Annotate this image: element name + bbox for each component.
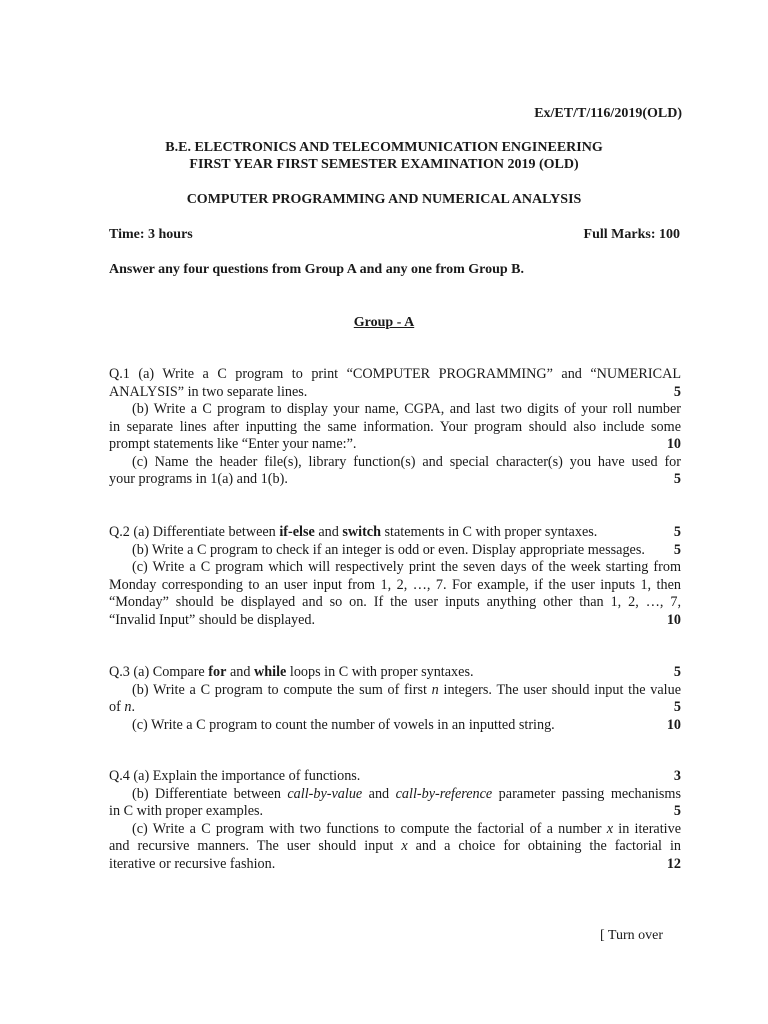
- q3-a-text-3: loops in C with proper syntaxes.: [286, 664, 474, 680]
- q3-line-2: [109, 682, 681, 700]
- q4-a-text: Q.4 (a) Explain the importance of functions.: [109, 768, 361, 784]
- q4-a-mark: 3: [673, 768, 681, 784]
- q2-b-mark: 5: [673, 541, 681, 558]
- q4-line-6: [109, 856, 681, 874]
- group-title: Group - A: [353, 315, 415, 330]
- q3-b-text-3: of: [109, 699, 125, 715]
- q1-a-text: ANALYSIS” in two separate lines.: [109, 383, 308, 400]
- q2-c-mark: 10: [666, 611, 681, 628]
- q1-line-1: Q.1 (a) Write a C program to print “COMPUTER PROGRAMMING” and “NUMERICAL: [109, 366, 681, 382]
- q1-c-text: your programs in 1(a) and 1(b).: [109, 471, 288, 487]
- q4-c-text-3: and recursive manners. The user should input: [109, 838, 402, 854]
- q4-b-term-call-by-reference: call-by-reference: [395, 785, 493, 802]
- q4-c-mark: 12: [666, 855, 681, 872]
- q3-b-var-n-2: n: [124, 699, 132, 715]
- q1-line-6: (c) Name the header file(s), library function(s) and special character(s) you have used for: [132, 453, 681, 470]
- q1-line-3: (b) Write a C program to display your name, CGPA, and last two digits of your roll number: [132, 401, 681, 417]
- q3-b-mark: 5: [673, 699, 681, 715]
- degree-title: B.E. ELECTRONICS AND TELECOMMUNICATION ENGINEERING: [165, 140, 603, 155]
- q2-a-mark: 5: [673, 524, 681, 540]
- q2-keyword-switch: switch: [342, 524, 381, 540]
- instruction-text: Answer any four questions from Group A and any one from Group B.: [109, 262, 525, 277]
- q2-b-text: (b) Write a C program to check if an integer is odd or even. Display appropriate messages.: [132, 541, 645, 558]
- q3-b-text-4: .: [131, 699, 136, 715]
- q2-line-4: Monday corresponding to an user input from 1, 2, …, 7. For example, if the user inputs 1, then: [109, 576, 681, 593]
- q4-c-text-1: (c) Write a C program with two functions to compute the factorial of a number: [132, 820, 607, 837]
- q4-c-text-5: iterative or recursive fashion.: [109, 855, 276, 872]
- paper-code: Ex/ET/T/116/2019(OLD): [534, 106, 682, 121]
- q1-line-7: [109, 471, 681, 489]
- q3-keyword-while: while: [254, 664, 287, 680]
- q3-line-3: [109, 699, 681, 717]
- q2-keyword-if-else: if-else: [279, 524, 315, 540]
- q2-line-1: [109, 524, 681, 542]
- q4-b-term-call-by-value: call-by-value: [287, 785, 363, 802]
- q2-a-text-2: and: [314, 524, 343, 540]
- full-marks-label: Full Marks: 100: [583, 227, 680, 242]
- q1-b-text: prompt statements like “Enter your name:”.: [109, 436, 357, 452]
- q4-b-text-3: parameter passing mechanisms: [492, 785, 681, 802]
- q4-b-text-2: and: [362, 785, 396, 802]
- q4-line-3: [109, 803, 681, 821]
- q1-b-mark: 10: [666, 436, 681, 452]
- q4-line-1: [109, 768, 681, 786]
- q2-a-text-1: Q.2 (a) Differentiate between: [109, 524, 280, 540]
- time-label: Time: 3 hours: [109, 227, 193, 242]
- q1-line-5: [109, 436, 681, 454]
- q4-c-var-x-2: x: [401, 838, 408, 854]
- q3-keyword-for: for: [208, 664, 227, 680]
- q3-line-4: [109, 717, 681, 735]
- subject-title: COMPUTER PROGRAMMING AND NUMERICAL ANALYSIS: [186, 192, 582, 207]
- q1-line-2: [109, 384, 681, 402]
- q3-a-text-1: Q.3 (a) Compare: [109, 664, 209, 680]
- q2-c-text: “Invalid Input” should be displayed.: [109, 611, 316, 628]
- q1-a-mark: 5: [673, 383, 681, 400]
- q4-c-text-2: in iterative: [613, 820, 682, 837]
- q2-a-text-3: statements in C with proper syntaxes.: [380, 524, 598, 540]
- q3-a-text-2: and: [226, 664, 254, 680]
- q2-line-6: [109, 612, 681, 630]
- q2-line-5: “Monday” should be displayed and so on. If the user inputs anything other than 1, 2, …, 7,: [109, 594, 681, 610]
- q4-line-4: [109, 821, 681, 839]
- q4-b-text-4: in C with proper examples.: [109, 803, 264, 819]
- q3-line-1: [109, 664, 681, 682]
- q3-a-mark: 5: [673, 664, 681, 680]
- turn-over-label: [ Turn over: [600, 928, 664, 943]
- exam-title: FIRST YEAR FIRST SEMESTER EXAMINATION 2019 (OLD): [189, 157, 579, 172]
- q4-line-5: [109, 838, 681, 856]
- q3-b-text-1: (b) Write a C program to compute the sum of first: [132, 681, 432, 698]
- q1-line-4: in separate lines after inputting the same information. Your program should also include some: [109, 418, 681, 435]
- q1-c-mark: 5: [673, 471, 681, 487]
- q4-line-2: [109, 786, 681, 804]
- q2-line-2: [109, 542, 681, 560]
- q3-b-text-2: integers. The user should input the value: [438, 681, 681, 698]
- q2-line-3: (c) Write a C program which will respectively print the seven days of the week starting from: [132, 559, 681, 575]
- q3-c-mark: 10: [666, 716, 681, 733]
- q4-b-text-1: (b) Differentiate between: [132, 785, 288, 802]
- q3-c-text: (c) Write a C program to count the number of vowels in an inputted string.: [132, 716, 555, 733]
- q4-b-mark: 5: [673, 803, 681, 819]
- q4-c-var-x: x: [606, 820, 614, 837]
- q4-c-text-4: and a choice for obtaining the factorial in: [407, 838, 681, 854]
- q3-b-var-n: n: [431, 681, 439, 698]
